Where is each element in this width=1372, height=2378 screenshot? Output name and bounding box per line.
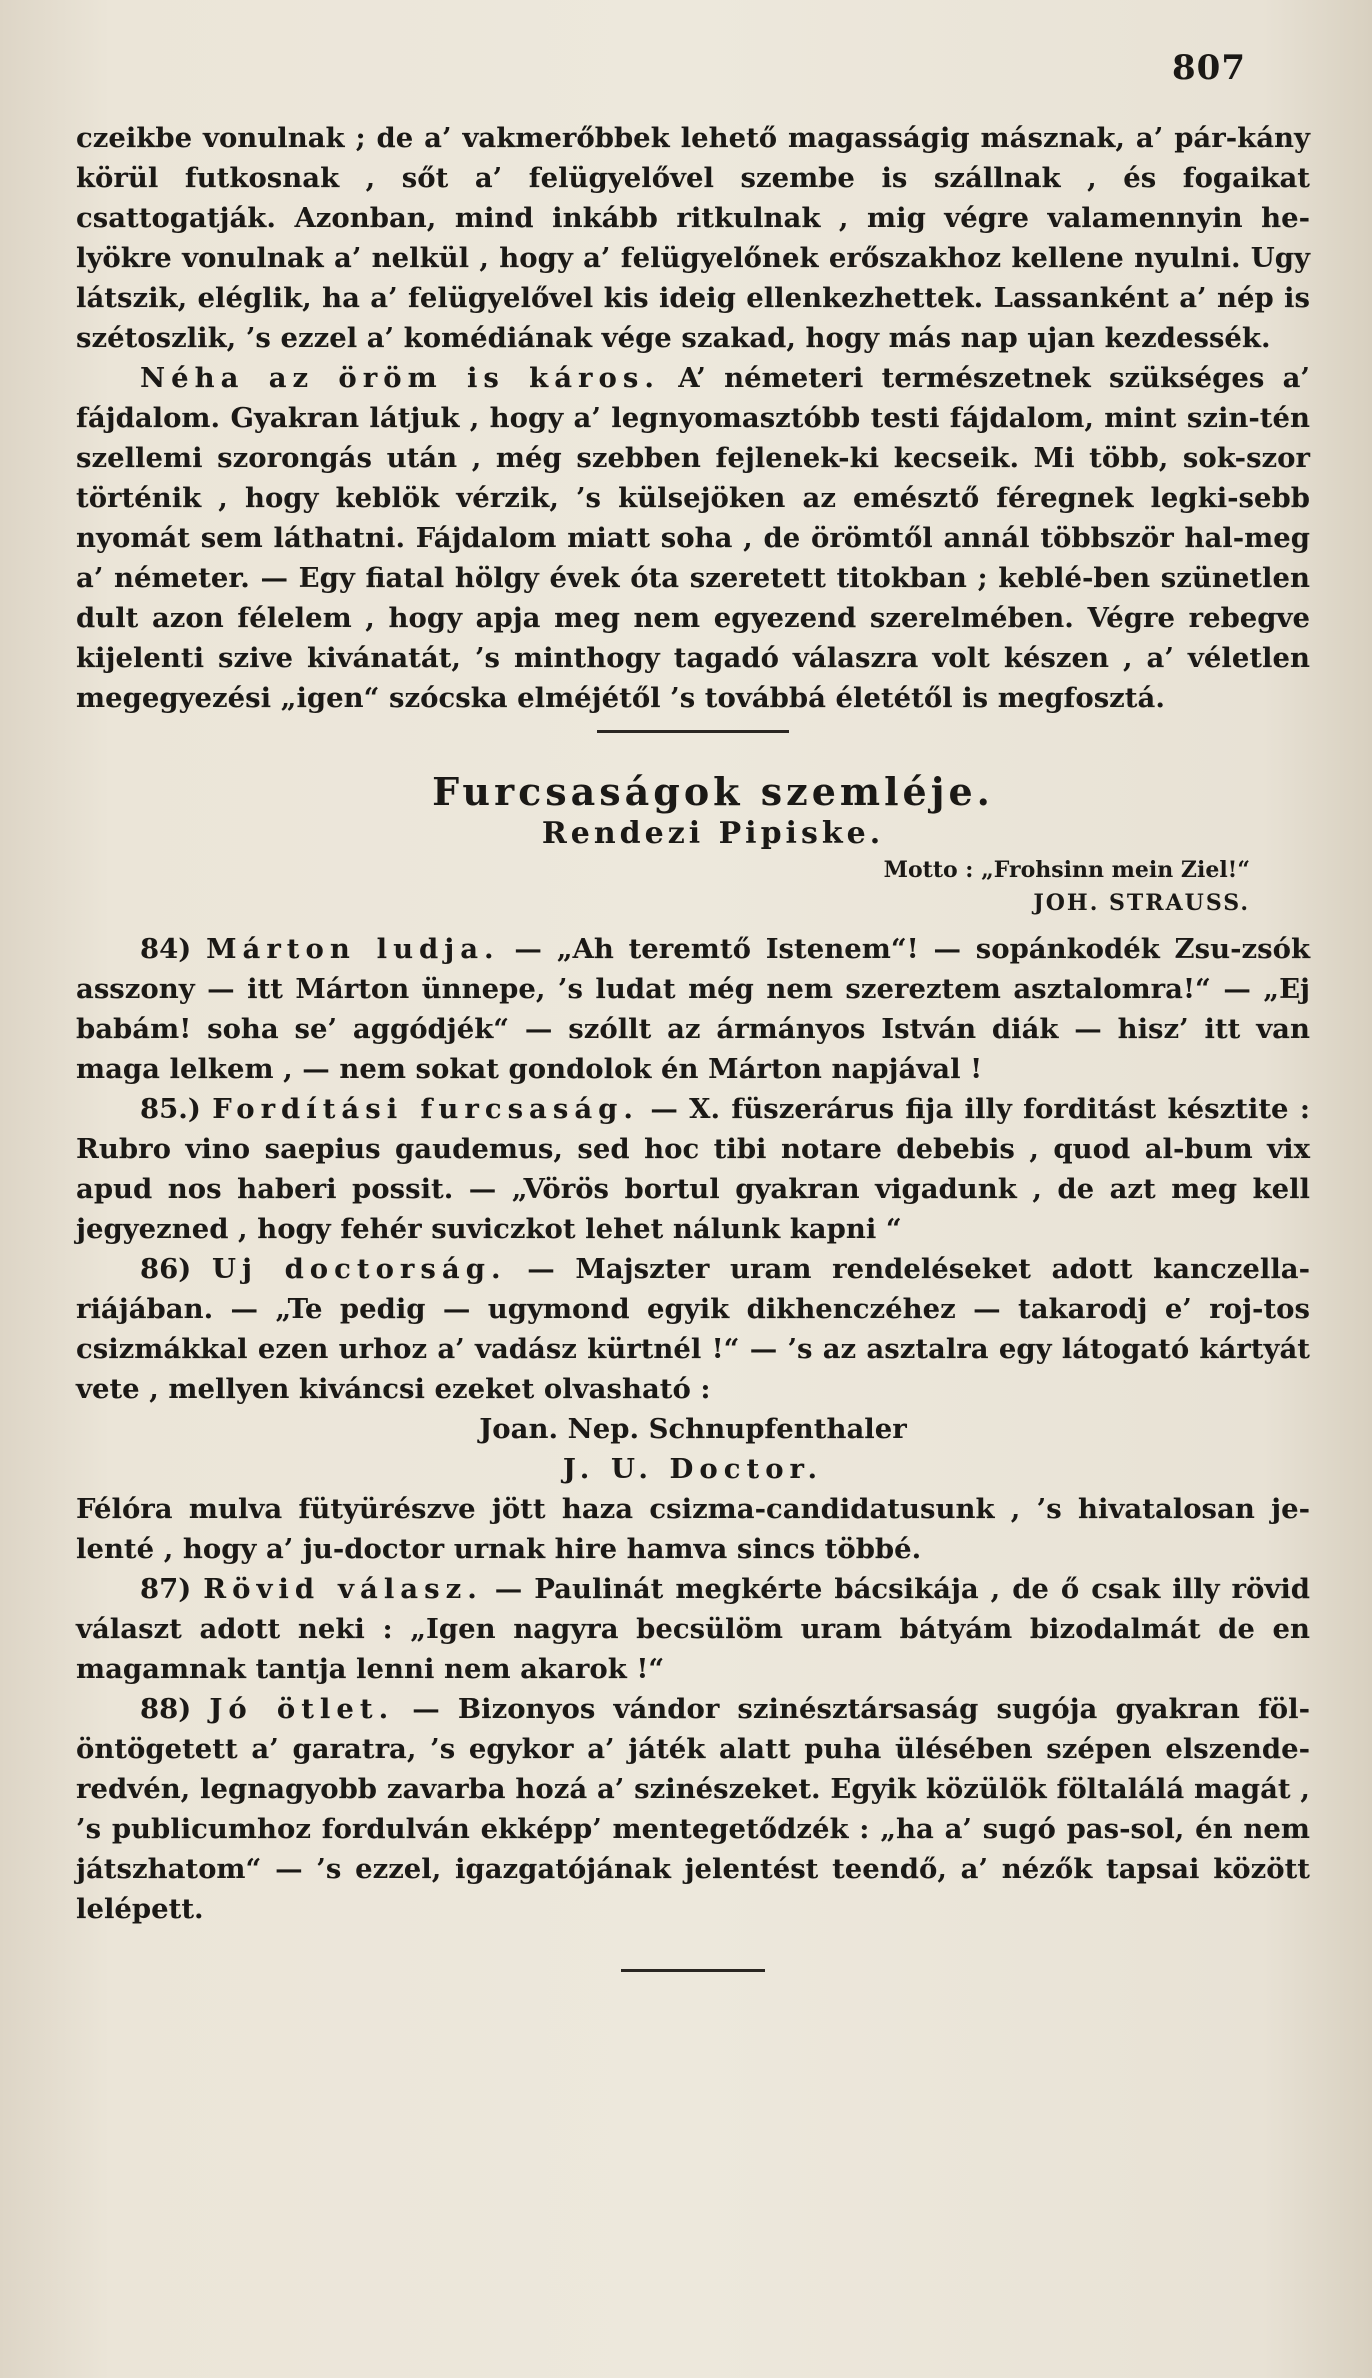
end-divider	[621, 1969, 765, 1972]
page-body	[76, 118, 1310, 1972]
card-line-title: J. U. Doctor.	[562, 1453, 824, 1485]
item-number: 87)	[140, 1573, 192, 1605]
item-87	[76, 1569, 1310, 1689]
item-text: — „Ah teremtő Istenem“! — sopánkodék Zsu-zsók asszony — itt Márton ünnepe, ’s ludat még nem szereztem asztalomra!“ — „Ej babám! soha se’ aggódjék“ — szóllt az ármányos István diák — hisz’ itt van maga lelkem , — nem sokat gondolok én Márton napjával !	[76, 933, 1311, 1085]
item-number: 84)	[140, 933, 192, 965]
item-heading: Márton ludja.	[206, 933, 500, 965]
item-text: — Paulinát megkérte bácsikája , de ő csak illy rövid választ adott neki : „Igen nagyra becsülöm uram bátyám bizodalmát de en magamnak tantja lenni nem akarok !“	[76, 1573, 1311, 1685]
item-heading: Fordítási furcsaság.	[212, 1093, 639, 1125]
item-number: 85.)	[140, 1093, 201, 1125]
item-number: 88)	[140, 1693, 192, 1725]
paragraph-joy	[76, 358, 1310, 718]
item-86	[76, 1249, 1310, 1409]
card-line-name: Joan. Nep. Schnupfenthaler	[479, 1413, 907, 1445]
section-divider	[597, 730, 789, 733]
item-88	[76, 1689, 1310, 1929]
motto-author: JOH. STRAUSS.	[1033, 890, 1250, 916]
item-text: — Bizonyos vándor szinésztársaság sugója gyakran föl-öntögetett a’ garatra, ’s egykor a’ játék alatt puha ülésében szépen elszende-redvén, legnagyobb zavarba hozá a’ szinészeket. Egyik közülök föltalálá magát , ’s publicumhoz fordulván ekképp’ mentegetődzék : „ha a’ sugó pas-sol, én nem játszhatom“ — ’s ezzel, igazgatójának jelentést teendő, a’ nézők tapsai között lelépett.	[76, 1693, 1310, 1925]
item-text: — X. füszerárus fija illy forditást késztite : Rubro vino saepius gaudemus, sed hoc tibi notare debebis , quod al-bum vix apud nos haberi possit. — „Vörös bortul gyakran vigadunk , de azt meg kell jegyezned , hogy fehér suviczkot lehet nálunk kapni “	[76, 1093, 1311, 1245]
item-84	[76, 929, 1310, 1089]
paragraph-text: A’ németeri természetnek szükséges a’ fájdalom. Gyakran látjuk , hogy a’ legnyomasztóbb testi fájdalom, mint szin-tén szellemi szorongás után , még szebben fejlenek-ki kecseik. Mi több, sok-szor történik , hogy keblök vérzik, ’s külsejöken az emésztő féregnek legki-sebb nyomát sem láthatni. Fájdalom miatt soha , de örömtől annál többször hal-meg a’ németer. — Egy fiatal hölgy évek óta szeretett titokban ; keblé-ben szünetlen dult azon félelem , hogy apja meg nem egyezend szerelmében. Végre rebegve kijelenti szive kivánatát, ’s minthogy tagadó válaszra volt készen , a’ véletlen megegyezési „igen“ szócska elméjétől ’s továbbá életétől is megfosztá.	[76, 362, 1310, 714]
item-heading: Jó ötlet.	[209, 1693, 395, 1725]
item-text: — Majszter uram rendeléseket adott kanczella-riájában. — „Te pedig — ugymond egyik dikhenczéhez — takarodj e’ roj-tos csizmákkal ezen urhoz a’ vadász kürtnél !“ — ’s az asztalra egy látogató kártyát vete , mellyen kiváncsi ezeket olvasható :	[76, 1253, 1311, 1405]
page-number: 807	[1172, 48, 1246, 88]
item-86-continued: Félóra mulva fütyürészve jött haza csizma-candidatusunk , ’s hivatalosan je-lenté , hogy a’ ju-doctor urnak hire hamva sincs többé.	[76, 1493, 1310, 1565]
item-heading: Rövid válasz.	[203, 1573, 483, 1605]
section-subtitle: Rendezi Pipiske.	[541, 816, 885, 851]
motto: Motto : „Frohsinn mein Ziel!“	[883, 857, 1250, 883]
item-number: 86)	[140, 1253, 192, 1285]
section-title: Furcsaságok szemléje.	[432, 769, 994, 814]
item-85	[76, 1089, 1310, 1249]
paragraph-crowd: czeikbe vonulnak ; de a’ vakmerőbbek lehető magasságig másznak, a’ pár-kány körül futkosnak , sőt a’ felügyelővel szembe is szállnak , és fogaikat csattogatják. Azonban, mind inkább ritkulnak , mig végre valamennyin he-lyökre vonulnak a’ nelkül , hogy a’ felügyelőnek erőszakhoz kellene nyulni. Ugy látszik, eléglik, ha a’ felügyelővel kis ideig ellenkezhettek. Lassanként a’ nép is szétoszlik, ’s ezzel a’ komédiának vége szakad, hogy más nap ujan kezdessék.	[76, 122, 1310, 354]
paragraph-heading: Néha az öröm is káros.	[140, 362, 660, 394]
item-heading: Uj doctorság.	[211, 1253, 507, 1285]
